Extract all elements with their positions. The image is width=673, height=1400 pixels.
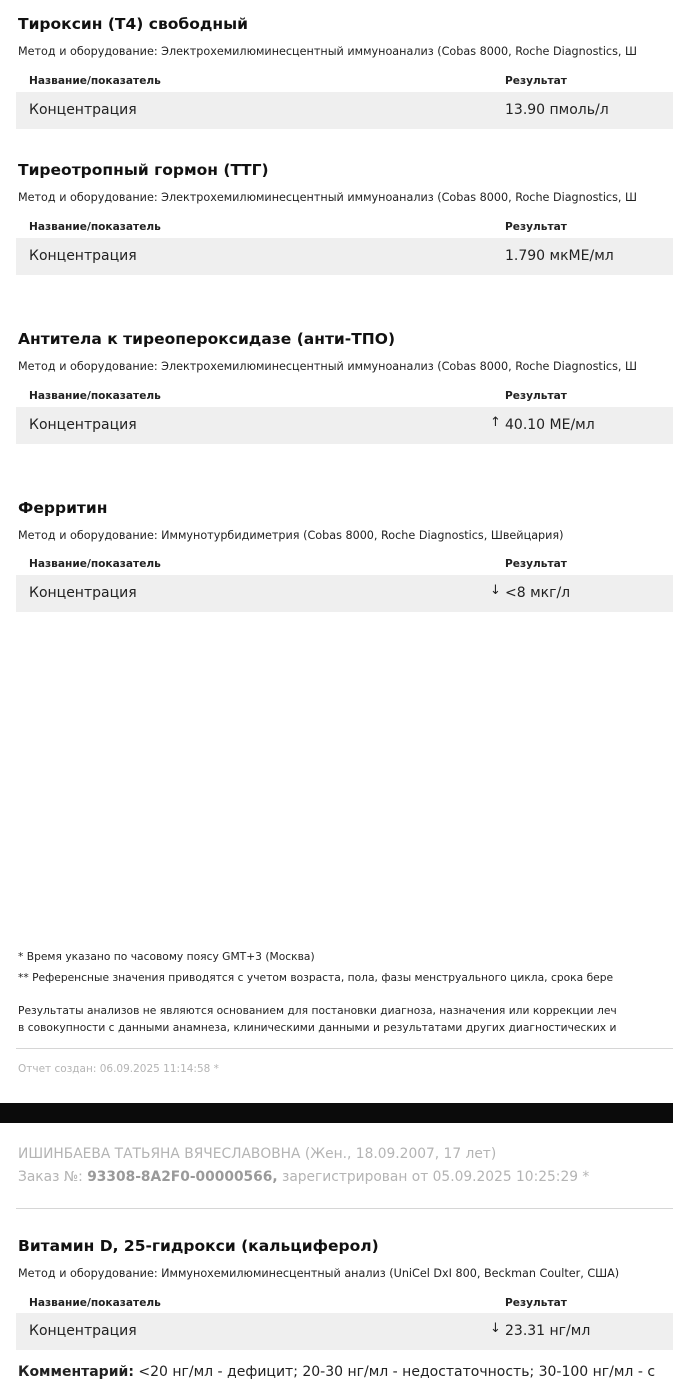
indicator-name: Концентрация bbox=[29, 585, 137, 601]
result-value: <8 мкг/л bbox=[505, 585, 571, 601]
order-registered: зарегистрирован от 05.09.2025 10:25:29 * bbox=[277, 1169, 590, 1185]
arrow-up-icon: ↑ bbox=[490, 415, 501, 430]
result-value: 23.31 нг/мл bbox=[505, 1323, 591, 1339]
result-value: 1.790 мкМЕ/мл bbox=[505, 248, 614, 264]
test-title: Ферритин bbox=[18, 499, 108, 517]
indicator-name: Концентрация bbox=[29, 1323, 137, 1339]
divider bbox=[16, 1048, 673, 1049]
result-row bbox=[16, 238, 673, 275]
column-header-result: Результат bbox=[505, 221, 567, 233]
indicator-name: Концентрация bbox=[29, 417, 137, 433]
test-title: Антитела к тиреопероксидазе (анти-ТПО) bbox=[18, 330, 396, 348]
order-number: 93308-8A2F0-00000566, bbox=[87, 1169, 278, 1185]
result-row bbox=[16, 407, 673, 444]
column-header-name: Название/показатель bbox=[29, 221, 161, 233]
order-info bbox=[18, 1169, 589, 1185]
page-break-bar bbox=[0, 1103, 673, 1123]
comment-text: <20 нг/мл - дефицит; 20-30 нг/мл - недостаточность; 30-100 нг/мл - с bbox=[133, 1364, 656, 1380]
arrow-down-icon: ↓ bbox=[490, 583, 501, 598]
result-row bbox=[16, 575, 673, 612]
patient-info: ИШИНБАЕВА ТАТЬЯНА ВЯЧЕСЛАВОВНА (Жен., 18.09.2007, 17 лет) bbox=[18, 1146, 497, 1162]
test-title: Тиреотропный гормон (ТТГ) bbox=[18, 161, 269, 179]
result-value: 13.90 пмоль/л bbox=[505, 102, 609, 118]
test-method: Метод и оборудование: Иммунохемилюминесцентный анализ (UniCel DxI 800, Beckman Coulter, США) bbox=[18, 1267, 620, 1280]
indicator-name: Концентрация bbox=[29, 102, 137, 118]
column-header-name: Название/показатель bbox=[29, 1297, 161, 1309]
disclaimer-line: Результаты анализов не являются основанием для постановки диагноза, назначения или коррекции леч bbox=[18, 1004, 617, 1017]
footnote-timezone: * Время указано по часовому поясу GMT+3 (Москва) bbox=[18, 950, 315, 963]
result-row bbox=[16, 1313, 673, 1350]
test-method: Метод и оборудование: Электрохемилюминесцентный иммуноанализ (Cobas 8000, Roche Diagnostics, Ш bbox=[18, 191, 637, 204]
comment bbox=[18, 1364, 655, 1380]
test-title: Витамин D, 25-гидрокси (кальциферол) bbox=[18, 1237, 379, 1255]
test-method: Метод и оборудование: Иммунотурбидиметрия (Cobas 8000, Roche Diagnostics, Швейцария) bbox=[18, 529, 564, 542]
column-header-result: Результат bbox=[505, 558, 567, 570]
comment-label: Комментарий: bbox=[18, 1364, 134, 1380]
column-header-name: Название/показатель bbox=[29, 75, 161, 87]
column-header-result: Результат bbox=[505, 75, 567, 87]
footnote-reference: ** Референсные значения приводятся с учетом возраста, пола, фазы менструального цикла, срока бере bbox=[18, 971, 614, 984]
test-method: Метод и оборудование: Электрохемилюминесцентный иммуноанализ (Cobas 8000, Roche Diagnostics, Ш bbox=[18, 360, 637, 373]
arrow-down-icon: ↓ bbox=[490, 1321, 501, 1336]
divider bbox=[16, 1208, 673, 1209]
column-header-result: Результат bbox=[505, 390, 567, 402]
column-header-name: Название/показатель bbox=[29, 558, 161, 570]
indicator-name: Концентрация bbox=[29, 248, 137, 264]
order-label: Заказ №: bbox=[18, 1169, 88, 1185]
column-header-name: Название/показатель bbox=[29, 390, 161, 402]
test-method: Метод и оборудование: Электрохемилюминесцентный иммуноанализ (Cobas 8000, Roche Diagnostics, Ш bbox=[18, 45, 637, 58]
result-value: 40.10 МЕ/мл bbox=[505, 417, 595, 433]
disclaimer-line: в совокупности с данными анамнеза, клиническими данными и результатами других диагностических и bbox=[18, 1021, 617, 1034]
report-created: Отчет создан: 06.09.2025 11:14:58 * bbox=[18, 1063, 219, 1075]
result-row bbox=[16, 92, 673, 129]
test-title: Тироксин (Т4) свободный bbox=[18, 15, 248, 33]
column-header-result: Результат bbox=[505, 1297, 567, 1309]
